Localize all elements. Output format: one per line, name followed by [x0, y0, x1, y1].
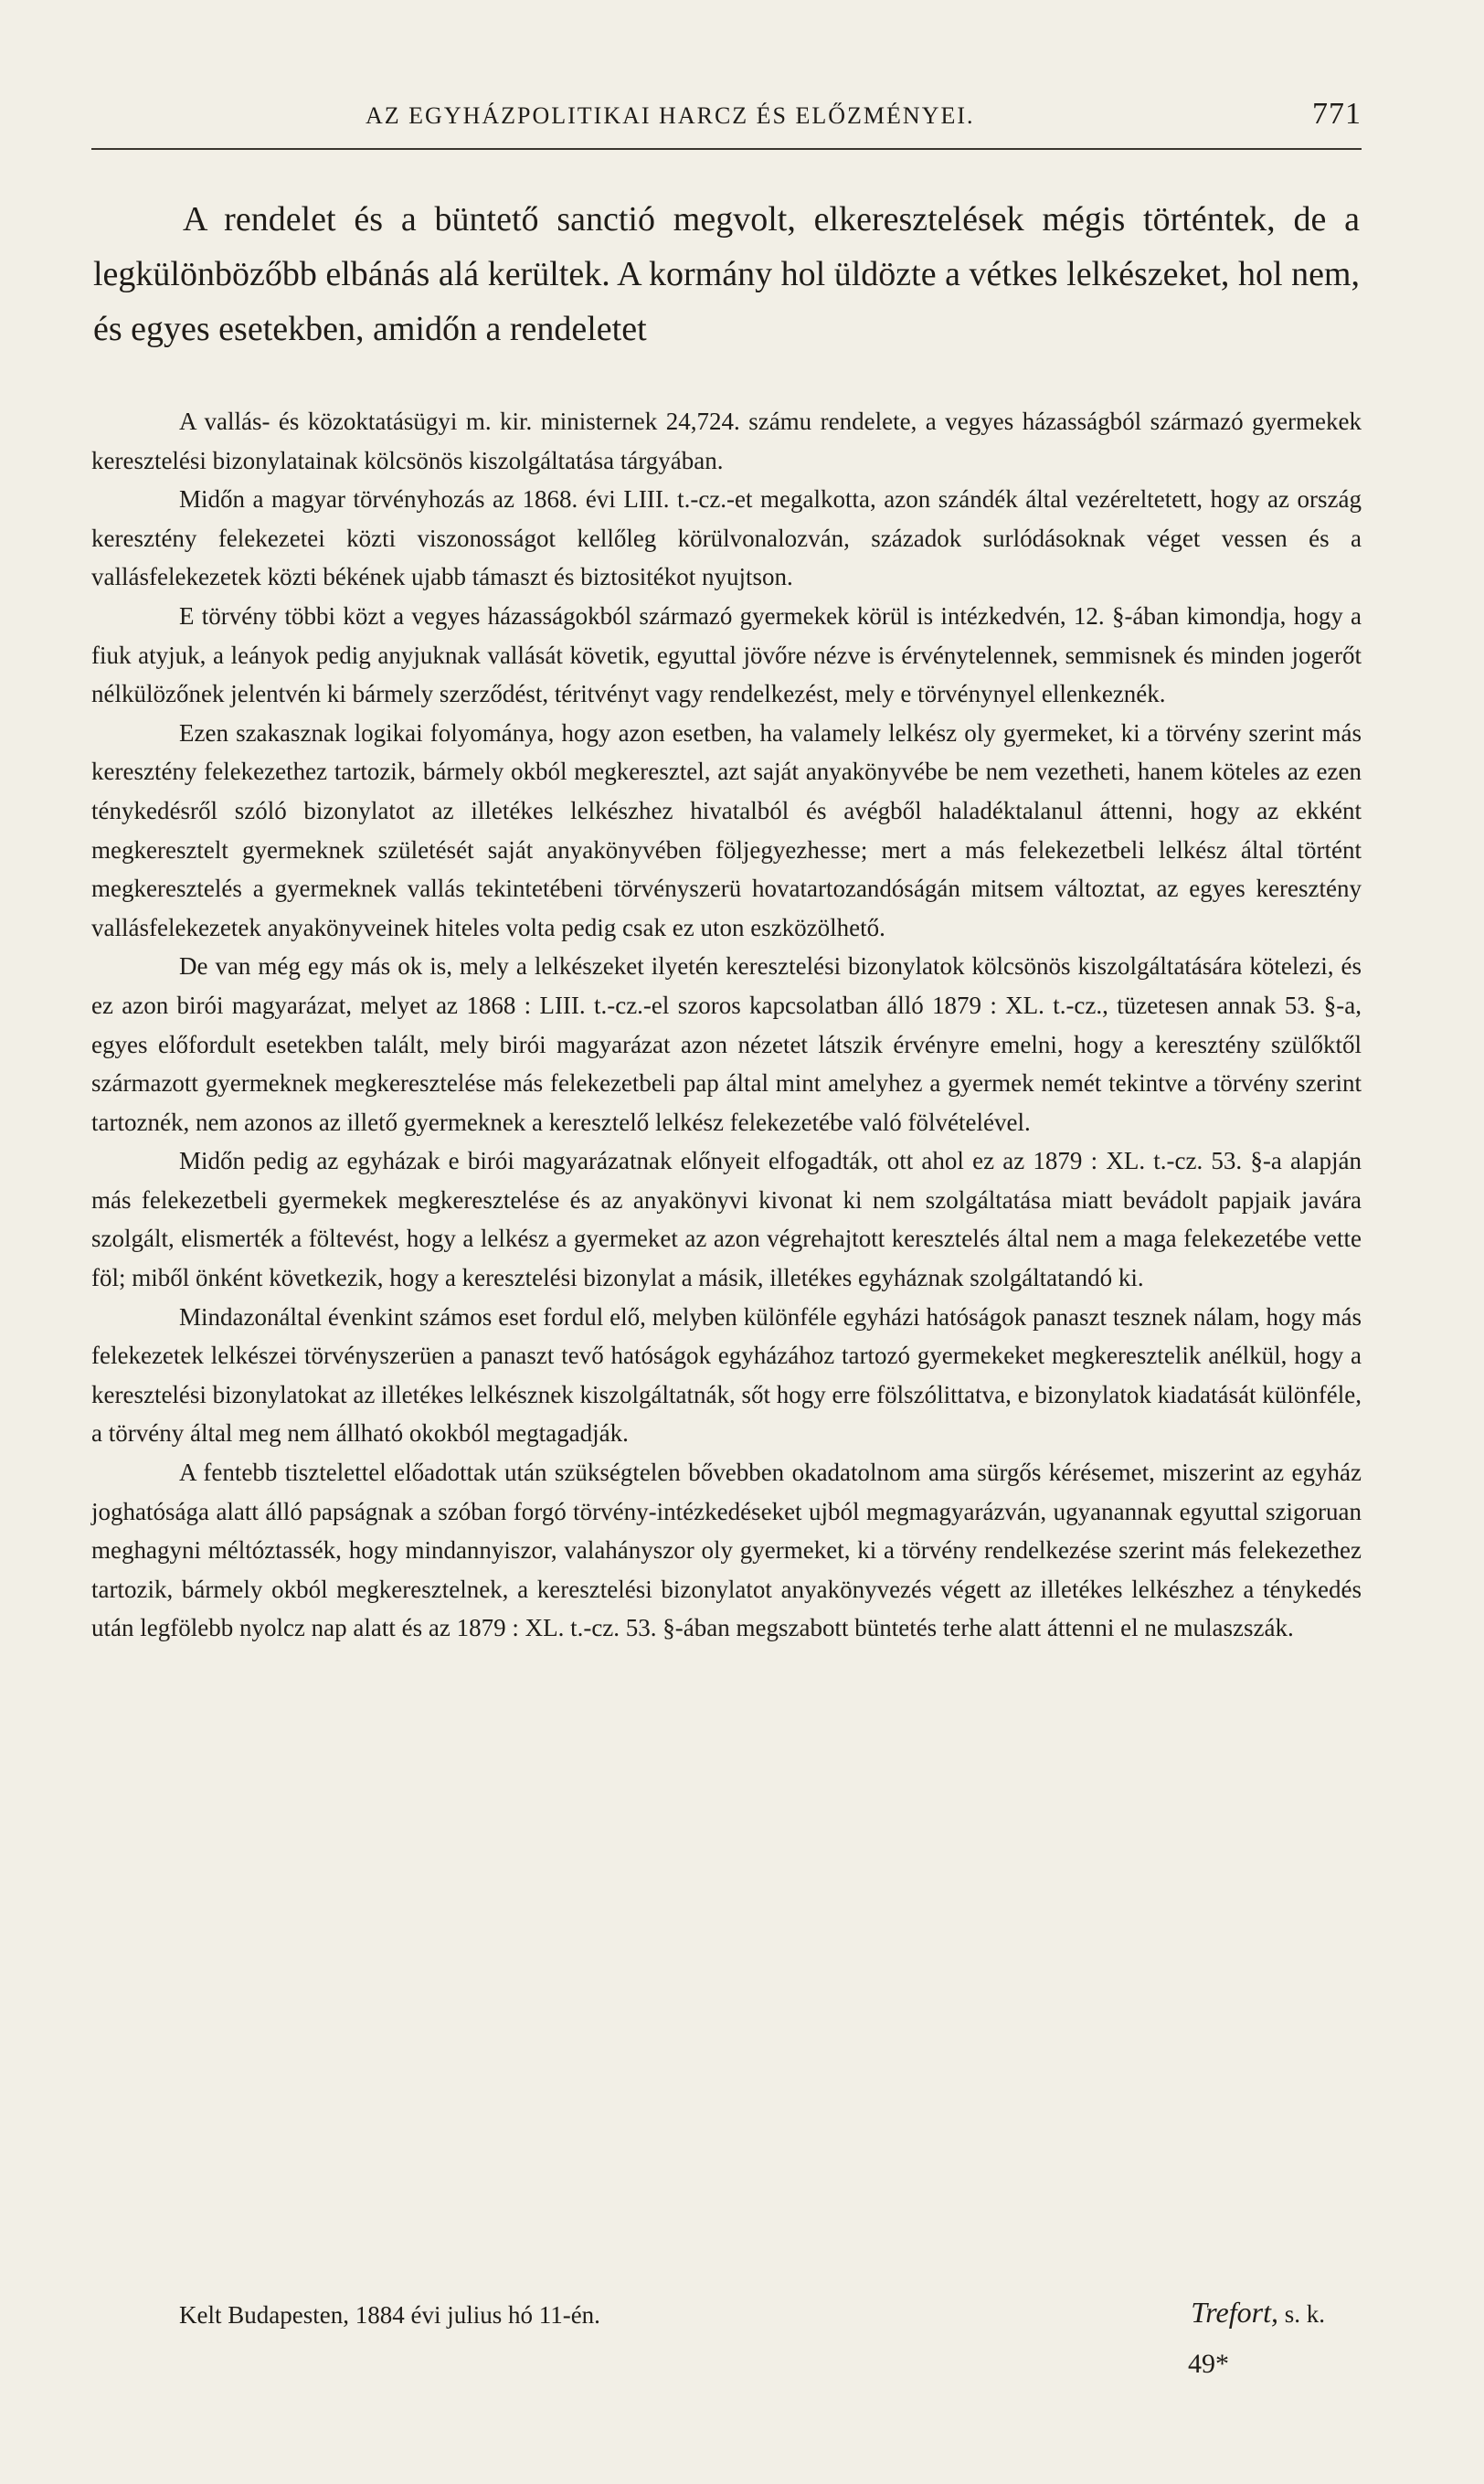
- running-header: [91, 97, 1362, 143]
- footnote-paragraph: E törvény többi közt a vegyes házasságokból származó gyermekek körül is intézkedvén, 12. §-ában kimondja, hogy a fiuk atyjuk, a leányok pedig anyjuknak vallását követik, egyuttal jövőre nézve is érvénytelennek, semmisnek és minden jogerőt nélkülözőnek jelentvén ki bármely szerződést, téritvényt vagy rendelkezést, mely e törvénynyel ellenkeznék.: [91, 601, 1362, 708]
- footnote-paragraph: Midőn a magyar törvényhozás az 1868. évi LIII. t.-cz.-et megalkotta, azon szándék által vezéreltetett, hogy az ország keresztény felekezetei közti viszonosságot kellőleg körülvonalozván, századok surlódásoknak véget vessen és a vallásfelekezetek közti békének ujabb támaszt és biztositékot nyujtson.: [91, 485, 1362, 591]
- footnote-paragraph: De van még egy más ok is, mely a lelkészeket ilyetén keresztelési bizonylatok kölcsönös kiszolgáltatására kötelezi, és ez azon birói magyarázat, melyet az 1868 : LIII. t.-cz.-el szoros kapcsolatban álló 1879 : XL. t.-cz., tüzetesen annak 53. §-a, egyes előfordult esetekben talált, mely birói magyarázat azon nézetet látszik érvényre emelni, hogy a keresztény szülőktől származott gyermeknek megkeresztelése más felekezetbeli pap által mint amelyhez a gyermek nemét tekintve a törvény szerint tartoznék, nem azonos az illető gyermeknek a keresztelő lelkész felekezetébe való fölvételével.: [91, 952, 1362, 1136]
- footnote: [91, 402, 1362, 1648]
- closing-line: [91, 2296, 1362, 2347]
- footnote-paragraph: A fentebb tisztelettel előadottak után szükségtelen bővebben okadatolnom ama sürgős kérésemet, miszerint az egyház joghatósága alatt álló papságnak a szóban forgó törvény-intézkedéseket ujból megmagyarázván, ugyanannak egyuttal szigoruan meghagyni méltóztassék, hogy mindannyiszor, valahányszor oly gyermeket, ki a törvény rendelkezése szerint más felekezethez tartozik, bármely okból megkeresztelnek, a keresztelési bizonylatot anyakönyvezés végett az illetékes lelkészhez a ténykedés után legfölebb nyolcz nap alatt és az 1879 : XL. t.-cz. 53. §-ában megszabott büntetés terhe alatt áttenni el ne mulaszszák.: [91, 1459, 1362, 1642]
- signer: [1191, 2296, 1325, 2330]
- main-paragraph: A rendelet és a büntető sanctió megvolt, elkeresztelések mégis történtek, de a legkülönbözőbb elbánás alá kerültek. A kormány hol üldözte a vétkes lelkészeket, hol nem, és egyes esetekben, amidőn a rendeletet: [93, 200, 1360, 348]
- signer-name: Trefort,: [1191, 2296, 1278, 2329]
- footnote-paragraph: Ezen szakasznak logikai folyománya, hogy azon esetben, ha valamely lelkész oly gyermeket, ki a törvény szerint más keresztény felekezethez tartozik, bármely okból megkeresztel, azt saját anyakönyvébe be nem vezetheti, hanem köteles az ezen ténykedésről szóló bizonylatot az illetékes lelkészhez hivatalból és avégből haladéktalanul áttenni, hogy az ekként megkeresztelt gyermeknek születését saját anyakönyvében följegyezhesse; mert a más felekezetbeli lelkész által történt megkeresztelés a gyermeknek vallás tekintetébeni törvényszerü hovatartozandóságán mitsem változtat, az egyes keresztény vallásfelekezetek anyakönyveinek hiteles volta pedig csak ez uton eszközölhető.: [91, 718, 1362, 941]
- footnote-paragraph: Midőn pedig az egyházak e birói magyarázatnak előnyeit elfogadták, ott ahol ez az 1879 : XL. t.-cz. 53. §-a alapján más felekezetbeli gyermekek megkeresztelése és az anyakönyvi kivonat ki nem szolgáltatása miatt bevádolt papjaik javára szolgált, elismerték a föltevést, hogy a lelkész a gyermeket az azon végrehajtott keresztelés által nem a maga felekezetébe vette föl; miből önként következik, hogy a keresztelési bizonylat a másik, illetékes egyháznak szolgáltatandó ki.: [91, 1147, 1362, 1292]
- footnote-paragraph: Mindazonáltal évenkint számos eset fordul elő, melyben különféle egyházi hatóságok panaszt tesznek nálam, hogy más felekezetek lelkészei törvényszerüen a panaszt tevő hatóságok egyházához tartozó gyermekeket megkeresztelik anélkül, hogy a keresztelési bizonylatokat az illetékes lelkésznek kiszolgáltatnák, sőt hogy erre fölszólittatva, e bizonylatok kiadatását különféle, a törvény által meg nem állható okokból megtagadják.: [91, 1302, 1362, 1448]
- running-title: AZ EGYHÁZPOLITIKAI HARCZ ÉS ELŐZMÉNYEI.: [366, 102, 975, 129]
- printer-signature-mark: 49*: [1188, 2349, 1229, 2379]
- date-line: Kelt Budapesten, 1884 évi julius hó 11-én.: [179, 2301, 600, 2329]
- footnote-paragraph: A vallás- és közoktatásügyi m. kir. ministernek 24,724. számu rendelete, a vegyes házasságból származó gyermekek keresztelési bizonylatainak kölcsönös kiszolgáltatása tárgyában.: [91, 408, 1362, 474]
- signoff: s. k.: [1284, 2300, 1325, 2328]
- main-text: [93, 192, 1360, 356]
- header-rule: [91, 148, 1362, 150]
- page-number: 771: [1312, 97, 1362, 131]
